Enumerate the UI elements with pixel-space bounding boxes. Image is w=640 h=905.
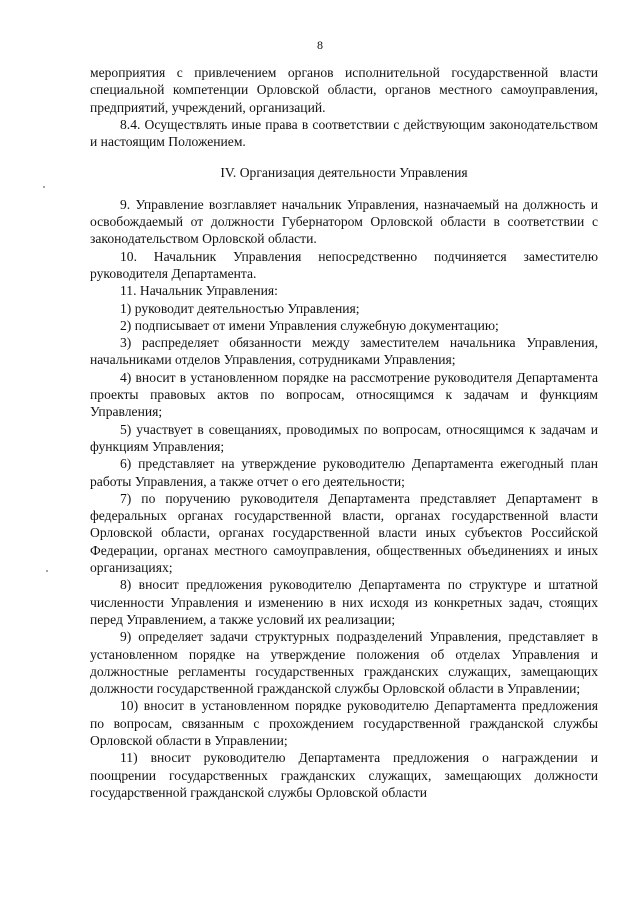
list-item-10: 10) вносит в установленном порядке руководителю Департамента предложения по вопросам, связанным с прохождением государственной гражданской службы Орловской области в Управлении; [90, 698, 598, 748]
scan-speck [43, 186, 45, 188]
paragraph-8-4: 8.4. Осуществлять иные права в соответствии с действующим законодательством и настоящим Положением. [90, 116, 598, 150]
list-item-4: 4) вносит в установленном порядке на рассмотрение руководителя Департамента проекты правовых актов по вопросам, относящимся к задачам и функциям Управления; [90, 369, 598, 420]
paragraph-continuation: мероприятия с привлечением органов исполнительной государственной власти специальной компетенции Орловской области, органов местного самоуправления, предприятий, учреждений, организаций. [90, 65, 598, 115]
list-item-1: 1) руководит деятельностью Управления; [120, 300, 360, 316]
list-item-9: 9) определяет задачи структурных подразделений Управления, представляет в установленном порядке на утверждение положения об отделах Управления и должностные регламенты государственных гражданских служащих, замещающих должности государственной гражданской службы Орловской области в Управлении; [90, 629, 598, 697]
list-item-11: 11) вносит руководителю Департамента предложения о награждении и поощрении государственных гражданских служащих, замещающих должности государственной гражданской службы Орловской области [90, 750, 598, 800]
list-item-5: 5) участвует в совещаниях, проводимых по вопросам, относящимся к задачам и функциям Управления; [90, 421, 598, 454]
document-body [90, 64, 598, 801]
paragraph-11: 11. Начальник Управления: [120, 283, 278, 299]
list-item-7: 7) по поручению руководителя Департамента представляет Департамент в федеральных органах государственной власти, органах государственной власти Орловской области, органах государственной власти иных субъектов Российской Федерации, органах местного самоуправления, общественных объединениях и иных организациях; [90, 490, 598, 576]
section-heading: IV. Организация деятельности Управления [220, 165, 468, 181]
paragraph-10: 10. Начальник Управления непосредственно подчиняется заместителю руководителя Департамента. [90, 248, 598, 281]
list-item-2: 2) подписывает от имени Управления служебную документацию; [120, 317, 499, 333]
scan-speck [46, 570, 48, 572]
paragraph-9: 9. Управление возглавляет начальник Управления, назначаемый на должность и освобождаемый от должности Губернатором Орловской области в соответствии с законодательством Орловской области. [90, 196, 598, 247]
page-number: 8 [317, 38, 323, 52]
list-item-8: 8) вносит предложения руководителю Департамента по структуре и штатной численности Управления и изменению в них исходя из конкретных задач, стоящих перед Управлением, а также условий их реализации; [90, 577, 598, 627]
list-item-3: 3) распределяет обязанности между заместителем начальника Управления, начальниками отделов Управления, сотрудниками Управления; [90, 335, 598, 368]
list-item-6: 6) представляет на утверждение руководителю Департамента ежегодный план работы Управления, а также отчет о его деятельности; [90, 456, 598, 489]
